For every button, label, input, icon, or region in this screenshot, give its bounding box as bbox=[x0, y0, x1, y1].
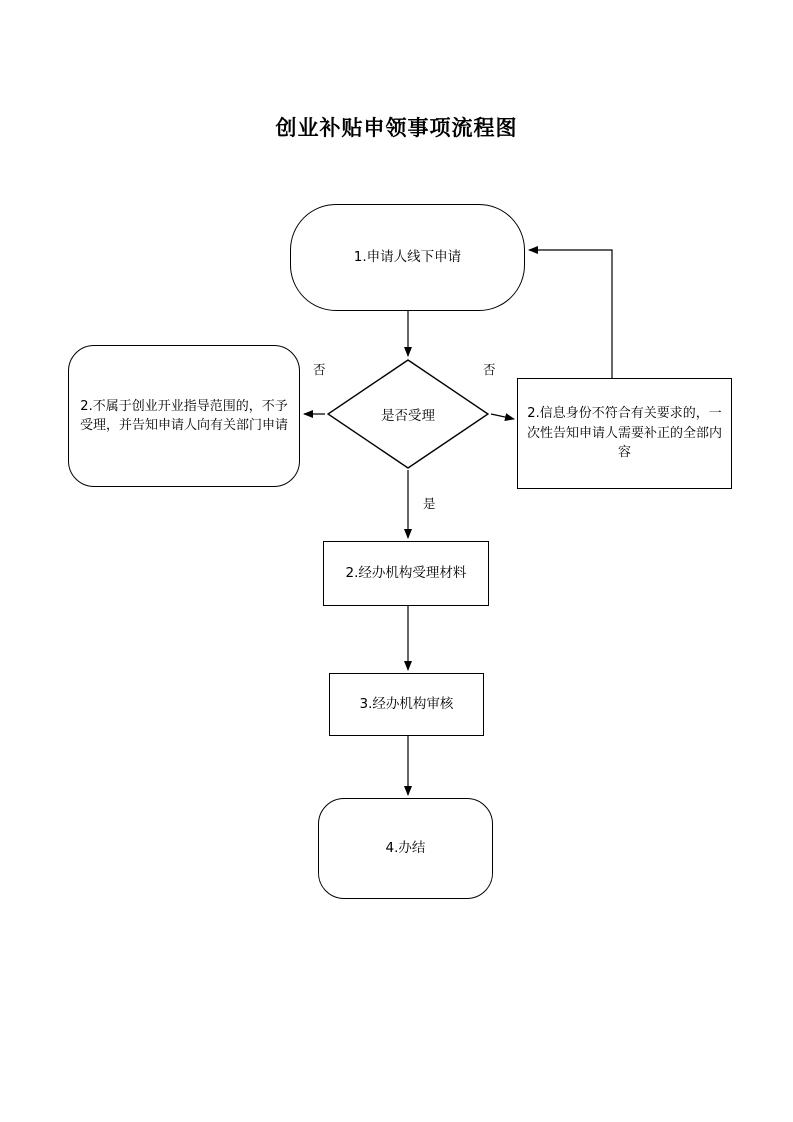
page-title: 创业补贴申领事项流程图 bbox=[275, 116, 518, 140]
node-agency-accepts-materials[interactable] bbox=[323, 541, 489, 606]
node-label: 2.不属于创业开业指导范围的，不予受理，并告知申请人向有关部门申请 bbox=[79, 398, 288, 433]
node-label: 4.办结 bbox=[385, 840, 426, 857]
node-label: 2.经办机构受理材料 bbox=[345, 565, 467, 582]
node-not-in-scope-reject[interactable] bbox=[68, 345, 300, 487]
node-agency-review[interactable] bbox=[329, 673, 484, 736]
edge-label-no-right: 否 bbox=[483, 362, 496, 377]
edge-label-yes: 是 bbox=[423, 496, 436, 511]
node-completed[interactable] bbox=[318, 798, 493, 899]
edge-label-no-left: 否 bbox=[313, 362, 326, 377]
node-label: 1.申请人线下申请 bbox=[353, 249, 462, 266]
node-label: 是否受理 bbox=[381, 408, 435, 424]
node-acceptance-decision[interactable] bbox=[327, 359, 489, 469]
node-label: 2.信息身份不符合有关要求的，一次性告知申请人需要补正的全部内容 bbox=[526, 406, 722, 461]
node-info-mismatch-notice[interactable] bbox=[517, 378, 732, 489]
node-applicant-offline-application[interactable] bbox=[290, 204, 525, 311]
node-label: 3.经办机构审核 bbox=[359, 696, 454, 713]
